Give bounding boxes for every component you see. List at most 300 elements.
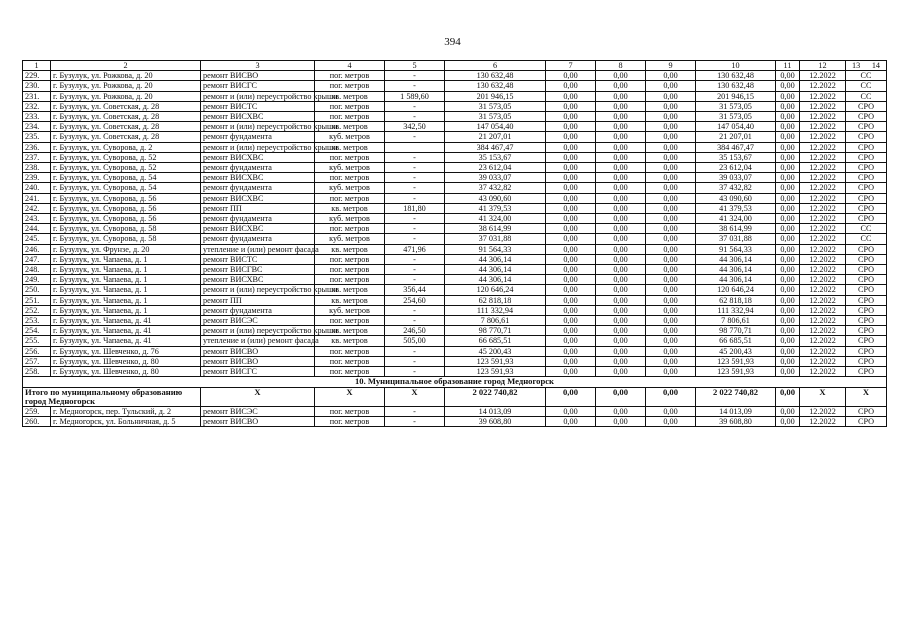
cost-local: 0,00 [646, 193, 696, 203]
row-number: 239. [23, 173, 51, 183]
cost-fund: 0,00 [546, 316, 596, 326]
quantity: - [385, 163, 445, 173]
row-number: 232. [23, 101, 51, 111]
unit: куб. метров [315, 305, 385, 315]
cost-budget: 0,00 [596, 234, 646, 244]
address: г. Бузулук, ул. Чапаева, д. 1 [51, 275, 201, 285]
cost-owners: 120 646,24 [696, 285, 776, 295]
unit: куб. метров [315, 214, 385, 224]
address: г. Бузулук, ул. Шевченко, д. 80 [51, 367, 201, 377]
cost-owners: 44 306,14 [696, 275, 776, 285]
deadline: 12.2022 [800, 326, 846, 336]
quantity: - [385, 183, 445, 193]
unit: кв. метров [315, 91, 385, 101]
address: г. Бузулук, ул. Чапаева, д. 41 [51, 336, 201, 346]
cost-local: 0,00 [646, 173, 696, 183]
cost-other: 0,00 [776, 265, 800, 275]
deadline: 12.2022 [800, 254, 846, 264]
method: СРО [846, 285, 887, 295]
address: г. Бузулук, ул. Советская, д. 28 [51, 132, 201, 142]
cost-fund: 0,00 [546, 295, 596, 305]
cost-other: 0,00 [776, 132, 800, 142]
address: г. Бузулук, ул. Суворова, д. 56 [51, 214, 201, 224]
method: СРО [846, 214, 887, 224]
cost-other: 0,00 [776, 234, 800, 244]
unit: пог. метров [315, 356, 385, 366]
cost-owners: 41 379,53 [696, 203, 776, 213]
cost-budget: 0,00 [596, 417, 646, 427]
cost-fund: 0,00 [546, 336, 596, 346]
quantity: 181,80 [385, 203, 445, 213]
cost-budget: 0,00 [596, 81, 646, 91]
cost-local: 0,00 [646, 234, 696, 244]
row-number: 255. [23, 336, 51, 346]
unit: пог. метров [315, 152, 385, 162]
unit: кв. метров [315, 142, 385, 152]
work-type: ремонт и (или) переустройство крыши [201, 326, 315, 336]
address: г. Бузулук, ул. Рожкова, д. 20 [51, 81, 201, 91]
cost-owners: 66 685,51 [696, 336, 776, 346]
cost-budget: 0,00 [596, 203, 646, 213]
cost-owners: 38 614,99 [696, 224, 776, 234]
cost-budget: 0,00 [596, 71, 646, 81]
work-type: ремонт фундамента [201, 305, 315, 315]
total-cost: 123 591,93 [445, 356, 546, 366]
deadline: 12.2022 [800, 356, 846, 366]
header-cell-part: 14 [871, 61, 880, 70]
total-cell: X [385, 387, 445, 406]
address: г. Бузулук, ул. Суворова, д. 52 [51, 152, 201, 162]
cost-owners: 45 200,43 [696, 346, 776, 356]
cost-other: 0,00 [776, 224, 800, 234]
work-type: ремонт ВИСТС [201, 254, 315, 264]
cost-owners: 43 090,60 [696, 193, 776, 203]
method: СРО [846, 101, 887, 111]
total-cell: X [315, 387, 385, 406]
cost-owners: 31 573,05 [696, 101, 776, 111]
unit: пог. метров [315, 406, 385, 416]
row-number: 244. [23, 224, 51, 234]
address: г. Бузулук, ул. Чапаева, д. 1 [51, 285, 201, 295]
deadline: 12.2022 [800, 305, 846, 315]
method: СРО [846, 193, 887, 203]
header-cell: 9 [646, 61, 696, 71]
table-row [23, 142, 887, 152]
work-type: ремонт фундамента [201, 183, 315, 193]
method: СС [846, 234, 887, 244]
total-cost: 31 573,05 [445, 112, 546, 122]
cost-local: 0,00 [646, 254, 696, 264]
total-cell: 2 022 740,82 [696, 387, 776, 406]
cost-fund: 0,00 [546, 254, 596, 264]
page-number: 394 [444, 36, 461, 48]
cost-local: 0,00 [646, 91, 696, 101]
cost-owners: 41 324,00 [696, 214, 776, 224]
cost-budget: 0,00 [596, 336, 646, 346]
cost-fund: 0,00 [546, 81, 596, 91]
row-number: 250. [23, 285, 51, 295]
header-cell: 2 [51, 61, 201, 71]
row-number: 238. [23, 163, 51, 173]
deadline: 12.2022 [800, 183, 846, 193]
row-number: 252. [23, 305, 51, 315]
total-cost: 91 564,33 [445, 244, 546, 254]
table-row [23, 244, 887, 254]
total-cost: 14 013,09 [445, 406, 546, 416]
quantity: - [385, 275, 445, 285]
quantity: 471,96 [385, 244, 445, 254]
cost-local: 0,00 [646, 406, 696, 416]
work-type: ремонт ПП [201, 203, 315, 213]
unit: пог. метров [315, 275, 385, 285]
cost-owners: 37 432,82 [696, 183, 776, 193]
work-type: ремонт ВИСГС [201, 81, 315, 91]
total-cell: 0,00 [596, 387, 646, 406]
method: СС [846, 71, 887, 81]
unit: пог. метров [315, 367, 385, 377]
cost-local: 0,00 [646, 295, 696, 305]
header-cell: 5 [385, 61, 445, 71]
header-cell: 10 [696, 61, 776, 71]
cost-local: 0,00 [646, 214, 696, 224]
table-row [23, 91, 887, 101]
row-number: 257. [23, 356, 51, 366]
total-cost: 37 432,82 [445, 183, 546, 193]
cost-budget: 0,00 [596, 295, 646, 305]
address: г. Бузулук, ул. Советская, д. 28 [51, 101, 201, 111]
quantity: - [385, 214, 445, 224]
cost-other: 0,00 [776, 214, 800, 224]
total-cost: 130 632,48 [445, 71, 546, 81]
method: СРО [846, 406, 887, 416]
header-cell: 7 [546, 61, 596, 71]
deadline: 12.2022 [800, 142, 846, 152]
cost-budget: 0,00 [596, 112, 646, 122]
cost-budget: 0,00 [596, 91, 646, 101]
deadline: 12.2022 [800, 406, 846, 416]
method: СРО [846, 203, 887, 213]
cost-fund: 0,00 [546, 275, 596, 285]
deadline: 12.2022 [800, 203, 846, 213]
unit: пог. метров [315, 417, 385, 427]
row-number: 246. [23, 244, 51, 254]
quantity: - [385, 254, 445, 264]
row-number: 237. [23, 152, 51, 162]
cost-local: 0,00 [646, 132, 696, 142]
total-cost: 66 685,51 [445, 336, 546, 346]
deadline: 12.2022 [800, 224, 846, 234]
row-number: 254. [23, 326, 51, 336]
unit: пог. метров [315, 346, 385, 356]
work-type: ремонт ВИСХВС [201, 152, 315, 162]
cost-budget: 0,00 [596, 122, 646, 132]
work-type: ремонт и (или) переустройство крыши [201, 91, 315, 101]
address: г. Бузулук, ул. Чапаева, д. 1 [51, 265, 201, 275]
cost-local: 0,00 [646, 417, 696, 427]
method: СРО [846, 305, 887, 315]
cost-budget: 0,00 [596, 132, 646, 142]
cost-other: 0,00 [776, 122, 800, 132]
cost-fund: 0,00 [546, 265, 596, 275]
cost-other: 0,00 [776, 356, 800, 366]
table-row [23, 71, 887, 81]
table-row [23, 417, 887, 427]
cost-budget: 0,00 [596, 265, 646, 275]
cost-owners: 384 467,47 [696, 142, 776, 152]
row-number: 240. [23, 183, 51, 193]
cost-owners: 130 632,48 [696, 81, 776, 91]
unit: пог. метров [315, 173, 385, 183]
table-row [23, 336, 887, 346]
total-cost: 45 200,43 [445, 346, 546, 356]
unit: кв. метров [315, 203, 385, 213]
table-row [23, 122, 887, 132]
header-cell: 8 [596, 61, 646, 71]
quantity: - [385, 265, 445, 275]
quantity: - [385, 173, 445, 183]
cost-owners: 62 818,18 [696, 295, 776, 305]
total-cost: 384 467,47 [445, 142, 546, 152]
row-number: 231. [23, 91, 51, 101]
quantity: - [385, 224, 445, 234]
total-cost: 201 946,15 [445, 91, 546, 101]
total-cost: 41 324,00 [445, 214, 546, 224]
work-type: ремонт фундамента [201, 214, 315, 224]
total-cell: X [201, 387, 315, 406]
method: СРО [846, 295, 887, 305]
cost-other: 0,00 [776, 285, 800, 295]
address: г. Бузулук, ул. Суворова, д. 58 [51, 224, 201, 234]
cost-owners: 130 632,48 [696, 71, 776, 81]
row-number: 259. [23, 406, 51, 416]
total-cost: 44 306,14 [445, 275, 546, 285]
cost-budget: 0,00 [596, 193, 646, 203]
total-cost: 62 818,18 [445, 295, 546, 305]
cost-local: 0,00 [646, 203, 696, 213]
method: СРО [846, 367, 887, 377]
cost-other: 0,00 [776, 346, 800, 356]
cost-budget: 0,00 [596, 305, 646, 315]
work-type: ремонт ВИСЭС [201, 316, 315, 326]
table-row [23, 112, 887, 122]
quantity: - [385, 356, 445, 366]
cost-other: 0,00 [776, 193, 800, 203]
cost-fund: 0,00 [546, 305, 596, 315]
cost-budget: 0,00 [596, 285, 646, 295]
cost-owners: 35 153,67 [696, 152, 776, 162]
method: СРО [846, 316, 887, 326]
cost-local: 0,00 [646, 71, 696, 81]
header-cell: 11 [776, 61, 800, 71]
row-number: 230. [23, 81, 51, 91]
work-type: утепление и (или) ремонт фасада [201, 336, 315, 346]
cost-local: 0,00 [646, 356, 696, 366]
cost-owners: 7 806,61 [696, 316, 776, 326]
cost-budget: 0,00 [596, 224, 646, 234]
deadline: 12.2022 [800, 163, 846, 173]
table-row [23, 193, 887, 203]
quantity: 254,60 [385, 295, 445, 305]
cost-other: 0,00 [776, 81, 800, 91]
work-type: ремонт ВИСЭС [201, 406, 315, 416]
address: г. Бузулук, ул. Чапаева, д. 41 [51, 316, 201, 326]
cost-budget: 0,00 [596, 346, 646, 356]
deadline: 12.2022 [800, 91, 846, 101]
quantity: - [385, 132, 445, 142]
table-body [23, 61, 887, 427]
total-cost: 38 614,99 [445, 224, 546, 234]
address: г. Медногорск, ул. Больничная, д. 5 [51, 417, 201, 427]
unit: пог. метров [315, 101, 385, 111]
row-number: 248. [23, 265, 51, 275]
total-cost: 39 033,07 [445, 173, 546, 183]
cost-other: 0,00 [776, 275, 800, 285]
address: г. Бузулук, ул. Суворова, д. 56 [51, 203, 201, 213]
cost-owners: 201 946,15 [696, 91, 776, 101]
row-number: 234. [23, 122, 51, 132]
total-cost: 44 306,14 [445, 254, 546, 264]
address: г. Бузулук, ул. Чапаева, д. 1 [51, 254, 201, 264]
work-type: ремонт фундамента [201, 163, 315, 173]
row-number: 233. [23, 112, 51, 122]
cost-fund: 0,00 [546, 193, 596, 203]
work-type: ремонт ПП [201, 295, 315, 305]
table-row [23, 406, 887, 416]
table-row [23, 275, 887, 285]
address: г. Бузулук, ул. Советская, д. 28 [51, 112, 201, 122]
cost-owners: 44 306,14 [696, 254, 776, 264]
work-type: ремонт фундамента [201, 132, 315, 142]
row-number: 258. [23, 367, 51, 377]
quantity: - [385, 101, 445, 111]
unit: пог. метров [315, 254, 385, 264]
cost-owners: 37 031,88 [696, 234, 776, 244]
address: г. Бузулук, ул. Шевченко, д. 76 [51, 346, 201, 356]
address: г. Бузулук, ул. Суворова, д. 52 [51, 163, 201, 173]
unit: кв. метров [315, 336, 385, 346]
capital-repair-table [22, 60, 887, 427]
cost-other: 0,00 [776, 101, 800, 111]
cost-budget: 0,00 [596, 275, 646, 285]
quantity: - [385, 193, 445, 203]
cost-other: 0,00 [776, 91, 800, 101]
method: СРО [846, 163, 887, 173]
cost-fund: 0,00 [546, 183, 596, 193]
cost-other: 0,00 [776, 163, 800, 173]
method: СРО [846, 122, 887, 132]
unit: пог. метров [315, 224, 385, 234]
work-type: ремонт и (или) переустройство крыши [201, 285, 315, 295]
total-cost: 111 332,94 [445, 305, 546, 315]
table-row [23, 254, 887, 264]
unit: пог. метров [315, 316, 385, 326]
cost-owners: 111 332,94 [696, 305, 776, 315]
total-cost: 21 207,01 [445, 132, 546, 142]
method: СРО [846, 152, 887, 162]
table-row [23, 285, 887, 295]
method: СРО [846, 336, 887, 346]
work-type: ремонт ВИСВО [201, 356, 315, 366]
total-cost: 23 612,04 [445, 163, 546, 173]
table-row [23, 346, 887, 356]
table-row [23, 132, 887, 142]
table-row [23, 224, 887, 234]
method: СРО [846, 142, 887, 152]
work-type: ремонт фундамента [201, 234, 315, 244]
cost-other: 0,00 [776, 417, 800, 427]
deadline: 12.2022 [800, 244, 846, 254]
unit: куб. метров [315, 183, 385, 193]
total-cell: 2 022 740,82 [445, 387, 546, 406]
deadline: 12.2022 [800, 285, 846, 295]
row-number: 260. [23, 417, 51, 427]
cost-owners: 39 033,07 [696, 173, 776, 183]
cost-local: 0,00 [646, 183, 696, 193]
cost-fund: 0,00 [546, 152, 596, 162]
method: СРО [846, 417, 887, 427]
total-row [23, 387, 887, 406]
cost-local: 0,00 [646, 112, 696, 122]
quantity: 356,44 [385, 285, 445, 295]
deadline: 12.2022 [800, 346, 846, 356]
method: СРО [846, 183, 887, 193]
table-row [23, 214, 887, 224]
deadline: 12.2022 [800, 101, 846, 111]
cost-budget: 0,00 [596, 254, 646, 264]
address: г. Бузулук, ул. Суворова, д. 54 [51, 173, 201, 183]
work-type: ремонт ВИСТС [201, 101, 315, 111]
cost-budget: 0,00 [596, 316, 646, 326]
cost-fund: 0,00 [546, 244, 596, 254]
method: СРО [846, 132, 887, 142]
total-cell: X [800, 387, 846, 406]
quantity: - [385, 316, 445, 326]
cost-budget: 0,00 [596, 152, 646, 162]
cost-local: 0,00 [646, 305, 696, 315]
row-number: 247. [23, 254, 51, 264]
deadline: 12.2022 [800, 173, 846, 183]
total-cell: 0,00 [546, 387, 596, 406]
table-row [23, 173, 887, 183]
total-cost: 43 090,60 [445, 193, 546, 203]
total-cost: 123 591,93 [445, 367, 546, 377]
deadline: 12.2022 [800, 122, 846, 132]
cost-local: 0,00 [646, 224, 696, 234]
method: СРО [846, 346, 887, 356]
deadline: 12.2022 [800, 265, 846, 275]
cost-owners: 91 564,33 [696, 244, 776, 254]
cost-other: 0,00 [776, 244, 800, 254]
section-row [23, 377, 887, 387]
cost-fund: 0,00 [546, 203, 596, 213]
deadline: 12.2022 [800, 336, 846, 346]
address: г. Бузулук, ул. Рожкова, д. 20 [51, 71, 201, 81]
deadline: 12.2022 [800, 152, 846, 162]
unit: кв. метров [315, 295, 385, 305]
cost-budget: 0,00 [596, 326, 646, 336]
quantity: 246,50 [385, 326, 445, 336]
total-cost: 98 770,71 [445, 326, 546, 336]
row-number: 242. [23, 203, 51, 213]
method: СС [846, 81, 887, 91]
table-row [23, 163, 887, 173]
cost-local: 0,00 [646, 81, 696, 91]
cost-fund: 0,00 [546, 214, 596, 224]
cost-owners: 21 207,01 [696, 132, 776, 142]
cost-local: 0,00 [646, 265, 696, 275]
deadline: 12.2022 [800, 214, 846, 224]
cost-local: 0,00 [646, 101, 696, 111]
